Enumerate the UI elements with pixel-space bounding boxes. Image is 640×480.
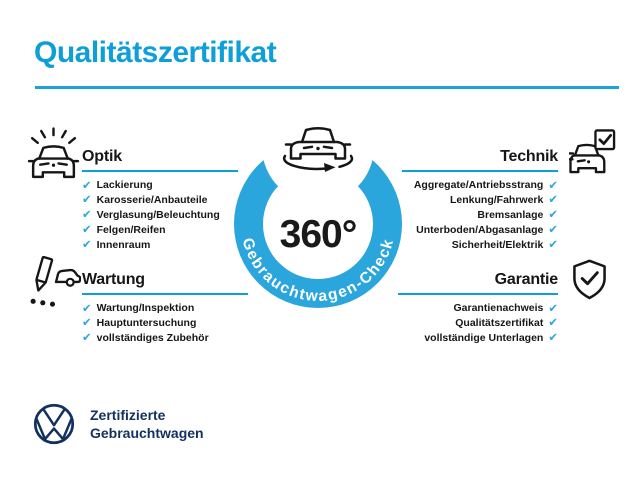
checklist-item xyxy=(82,208,220,223)
car-shine-icon xyxy=(27,126,80,183)
checklist-item-label: Innenraum xyxy=(96,238,151,251)
checklist-item-label: vollständiges Zubehör xyxy=(96,331,209,344)
shield-check-icon xyxy=(572,259,607,300)
check-icon: ✔ xyxy=(548,192,558,207)
check-icon: ✔ xyxy=(82,192,92,207)
section-rule-optik xyxy=(82,170,238,172)
check-icon: ✔ xyxy=(548,330,558,345)
checklist-item xyxy=(82,222,220,237)
title-divider xyxy=(35,86,619,89)
check-icon: ✔ xyxy=(82,177,92,192)
section-title-wartung: Wartung xyxy=(82,271,145,288)
checklist-item-label: Unterboden/Abgasanlage xyxy=(416,223,544,236)
checklist-item xyxy=(82,237,220,252)
checklist-item-label: Sicherheit/Elektrik xyxy=(451,238,544,251)
checklist-item xyxy=(424,331,558,346)
section-rule-wartung xyxy=(82,293,248,295)
checklist-item xyxy=(414,208,558,223)
technik-checklist xyxy=(414,178,558,252)
degree-label: 360° xyxy=(279,213,357,256)
vw-logo xyxy=(33,403,75,445)
checklist-item xyxy=(82,178,220,193)
checklist-item-label: Verglasung/Beleuchtung xyxy=(96,208,220,221)
wartung-checklist xyxy=(82,301,209,345)
brand-text xyxy=(90,406,204,442)
brand-line-2: Gebrauchtwagen xyxy=(90,425,204,441)
check-icon: ✔ xyxy=(548,207,558,222)
check-icon: ✔ xyxy=(82,300,92,315)
360-check-badge xyxy=(225,100,415,320)
checklist-item xyxy=(82,331,209,346)
checklist-item xyxy=(82,193,220,208)
badge-notch xyxy=(262,100,374,203)
check-icon: ✔ xyxy=(82,315,92,330)
checklist-item xyxy=(414,222,558,237)
section-title-optik: Optik xyxy=(82,148,122,165)
check-icon: ✔ xyxy=(548,300,558,315)
checklist-item xyxy=(424,316,558,331)
service-checklist-icon xyxy=(26,256,81,311)
checklist-item-label: Lackierung xyxy=(96,179,153,192)
page-title: Qualitätszertifikat xyxy=(34,36,277,69)
checklist-item-label: Qualitätszertifikat xyxy=(455,317,544,330)
check-icon: ✔ xyxy=(82,330,92,345)
checklist-item-label: Bremsanlage xyxy=(477,208,544,221)
check-icon: ✔ xyxy=(82,236,92,251)
section-title-technik: Technik xyxy=(500,148,558,165)
checklist-item-label: Aggregate/Antriebsstrang xyxy=(413,179,544,192)
brand-line-1: Zertifizierte xyxy=(90,407,166,423)
check-icon: ✔ xyxy=(548,222,558,237)
checklist-item-label: Lenkung/Fahrwerk xyxy=(450,194,544,207)
checklist-item xyxy=(414,237,558,252)
check-icon: ✔ xyxy=(82,207,92,222)
section-rule-garantie xyxy=(398,293,558,295)
checklist-item xyxy=(82,316,209,331)
optik-checklist xyxy=(82,178,220,252)
checklist-item xyxy=(414,193,558,208)
checklist-item xyxy=(82,301,209,316)
check-icon: ✔ xyxy=(548,315,558,330)
check-icon: ✔ xyxy=(548,236,558,251)
check-icon: ✔ xyxy=(82,222,92,237)
checklist-item xyxy=(424,301,558,316)
section-title-garantie: Garantie xyxy=(494,271,558,288)
check-icon: ✔ xyxy=(548,177,558,192)
car-checkbox-icon xyxy=(569,129,618,176)
checklist-item-label: Karosserie/Anbauteile xyxy=(96,194,208,207)
garantie-checklist xyxy=(424,301,558,345)
checklist-item-label: Hauptuntersuchung xyxy=(96,317,197,330)
section-rule-technik xyxy=(402,170,558,172)
checklist-item-label: Wartung/Inspektion xyxy=(96,302,195,315)
checklist-item-label: Garantienachweis xyxy=(453,302,544,315)
checklist-item-label: Felgen/Reifen xyxy=(96,223,166,236)
ring-label: Gebrauchtwagen-Check xyxy=(238,236,398,306)
checklist-item xyxy=(414,178,558,193)
checklist-item-label: vollständige Unterlagen xyxy=(424,331,544,344)
